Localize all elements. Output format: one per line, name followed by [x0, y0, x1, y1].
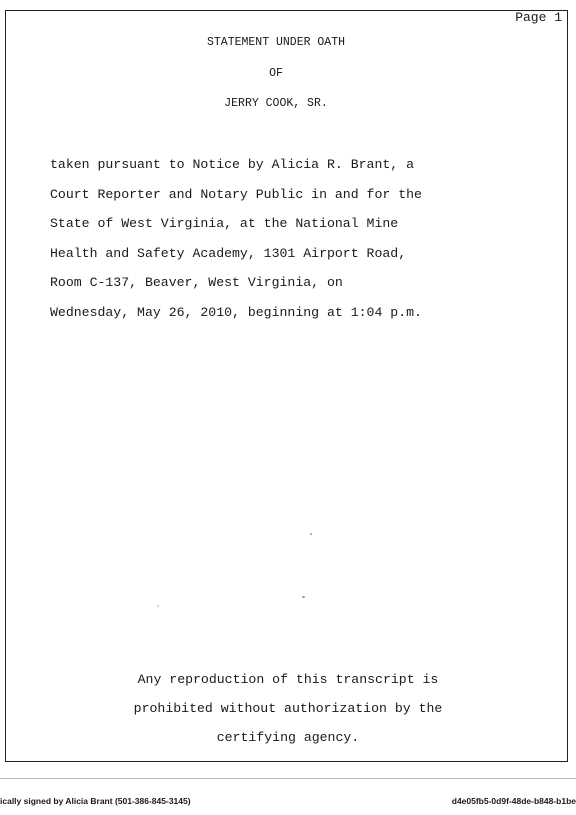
body-line: taken pursuant to Notice by Alicia R. Brant, a [50, 157, 415, 172]
body-line: Room C-137, Beaver, West Virginia, on [50, 275, 343, 290]
footer-divider [0, 778, 576, 779]
page-border [5, 10, 568, 762]
caption-deponent-name: JERRY COOK, SR. [224, 97, 328, 110]
page-number: Page 1 [515, 10, 562, 25]
notice-line: Any reproduction of this transcript is [137, 672, 439, 687]
notice-line: certifying agency. [216, 730, 360, 745]
scan-speck [310, 533, 312, 535]
body-line: Wednesday, May 26, 2010, beginning at 1:04 p.m. [50, 304, 422, 320]
caption-title: STATEMENT UNDER OATH [206, 36, 346, 49]
notice-line: prohibited without authorization by the [133, 701, 443, 716]
body-line: Court Reporter and Notary Public in and for the [50, 186, 422, 202]
body-line: State of West Virginia, at the National Mine [50, 216, 399, 231]
caption-of: OF [269, 67, 283, 80]
statement-body [50, 150, 550, 327]
scan-speck [157, 605, 159, 607]
reproduction-notice [0, 665, 576, 752]
scan-speck [302, 596, 305, 598]
electronic-signature-text: ically signed by Alicia Brant (501-386-845-3145) [0, 796, 191, 806]
document-id: d4e05fb5-0d9f-48de-b848-b1be [451, 796, 576, 806]
body-line: Health and Safety Academy, 1301 Airport Road, [50, 245, 407, 261]
